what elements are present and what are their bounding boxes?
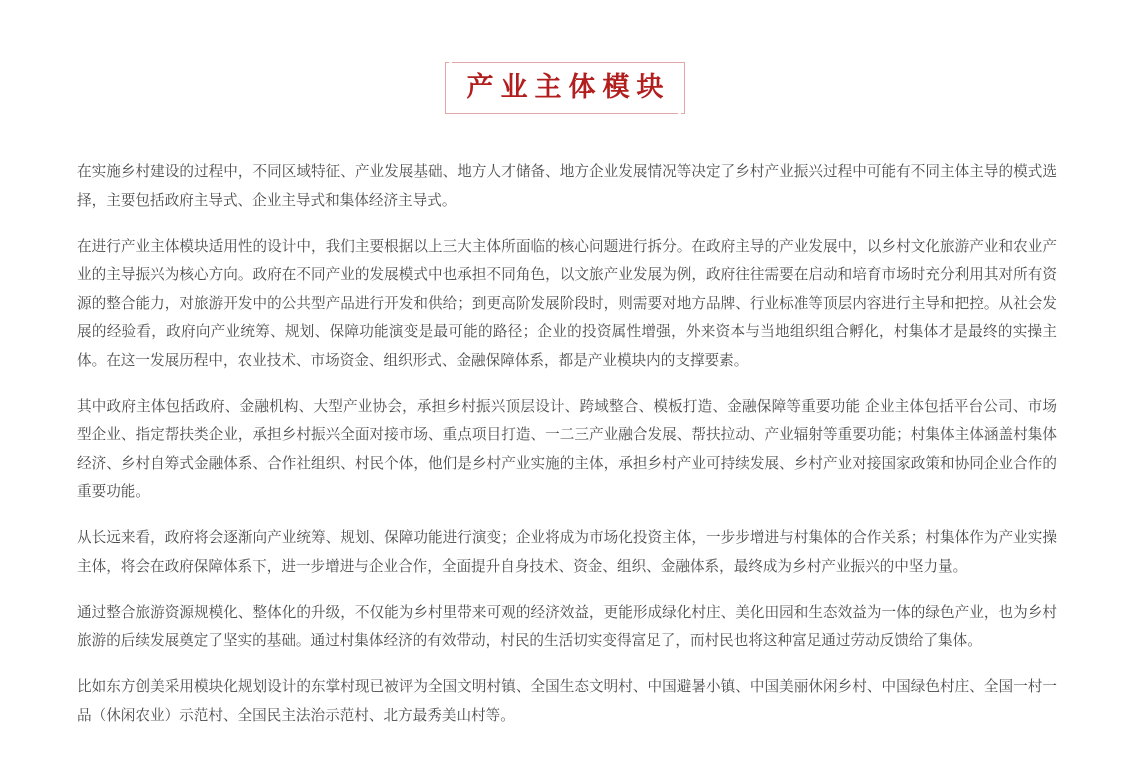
paragraph-2: 在进行产业主体模块适用性的设计中，我们主要根据以上三大主体所面临的核心问题进行拆分。在政府主导的产业发展中，以乡村文化旅游产业和农业产业的主导振兴为核心方向。政府在不同产业的发展模式中也承担不同角色，以文旅产业发展为例，政府往往需要在启动和培育市场时充分利用其对所有资源的整合能力，对旅游开发中的公共型产品进行开发和供给；到更高阶发展阶段时，则需要对地方品牌、行业标准等顶层内容进行主导和把控。从社会发展的经验看，政府向产业统筹、规划、保障功能演变是最可能的路径；企业的投资属性增强，外来资本与当地组织组合孵化，村集体才是最终的实操主体。在这一发展历程中，农业技术、市场资金、组织形式、金融保障体系，都是产业模块内的支撑要素。 — [77, 237, 1057, 369]
paragraph-6: 比如东方创美采用模块化规划设计的东掌村现已被评为全国文明村镇、全国生态文明村、中国避暑小镇、中国美丽休闲乡村、中国绿色村庄、全国一村一品（休闲农业）示范村、全国民主法治示范村、北方最秀美山村等。 — [77, 678, 1057, 724]
paragraph-1: 在实施乡村建设的过程中，不同区域特征、产业发展基础、地方人才储备、地方企业发展情况等决定了乡村产业振兴过程中可能有不同主体主导的模式选择，主要包括政府主导式、企业主导式和集体经济主导式。 — [77, 163, 1057, 209]
section-title-frame — [445, 62, 685, 114]
paragraph-3: 其中政府主体包括政府、金融机构、大型产业协会，承担乡村振兴顶层设计、跨域整合、模板打造、金融保障等重要功能 企业主体包括平台公司、市场型企业、指定帮扶类企业，承担乡村振兴全面对接市场、重点项目打造、一二三产业融合发展、帮扶拉动、产业辐射等重要功能；村集体主体涵盖村集体经济、乡村自筹式金融体系、合作社组织、村民个体，他们是乡村产业实施的主体，承担乡村产业可持续发展、乡村产业对接国家政策和协同企业合作的重要功能。 — [77, 397, 1057, 500]
paragraph-4: 从长远来看，政府将会逐渐向产业统筹、规划、保障功能进行演变；企业将成为市场化投资主体，一步步增进与村集体的合作关系；村集体作为产业实操主体，将会在政府保障体系下，进一步增进与企业合作，全面提升自身技术、资金、组织、金融体系，最终成为乡村产业振兴的中坚力量。 — [77, 529, 1057, 575]
section-title: 产业主体模块 — [466, 72, 671, 103]
paragraph-5: 通过整合旅游资源规模化、整体化的升级，不仅能为乡村里带来可观的经济效益，更能形成绿化村庄、美化田园和生态效益为一体的绿色产业，也为乡村旅游的后续发展奠定了坚实的基础。通过村集体经济的有效带动，村民的生活切实变得富足了，而村民也将这种富足通过劳动反馈给了集体。 — [77, 603, 1057, 649]
article-body — [77, 158, 1057, 748]
